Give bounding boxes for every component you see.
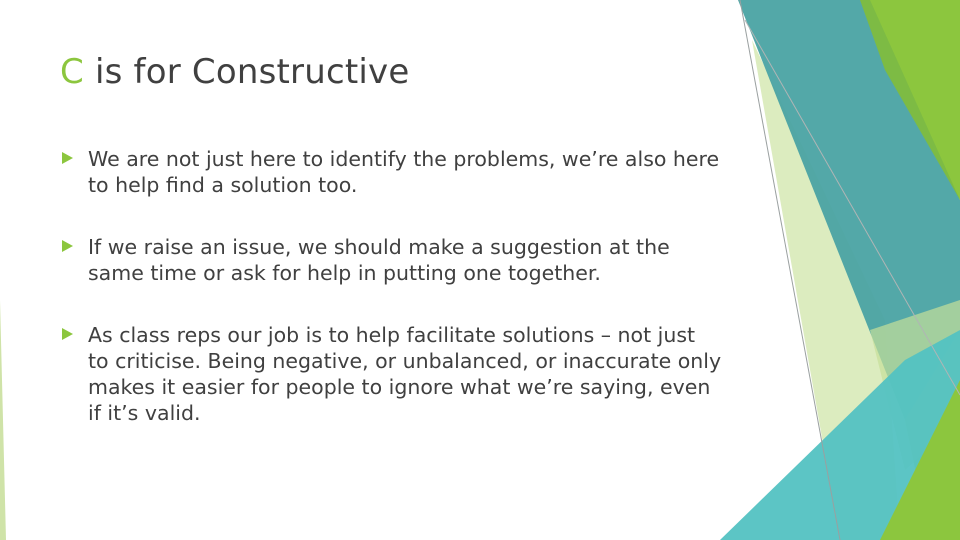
bullet-item [62,146,722,198]
title-rest: is for Constructive [83,52,410,92]
triangle-bullet-icon [62,240,73,252]
bullet-item [62,234,722,286]
bullet-item [62,322,722,426]
triangle-bullet-icon [62,152,73,164]
bullet-text: We are not just here to identify the problems, we’re also here to help find a solution too. [88,147,720,197]
left-edge-sliver [0,300,6,540]
title-letter: C [60,52,84,92]
slide-title [60,52,409,92]
bullet-text: As class reps our job is to help facilitate solutions – not just to criticise. Being negative, or unbalanced, or inaccurate only makes it easier for people to ignore what we’re saying, even if it’s valid. [88,323,722,425]
bullet-list [62,146,722,462]
triangle-bullet-icon [62,328,73,340]
bullet-text: If we raise an issue, we should make a suggestion at the same time or ask for help in putting one together. [88,235,670,285]
